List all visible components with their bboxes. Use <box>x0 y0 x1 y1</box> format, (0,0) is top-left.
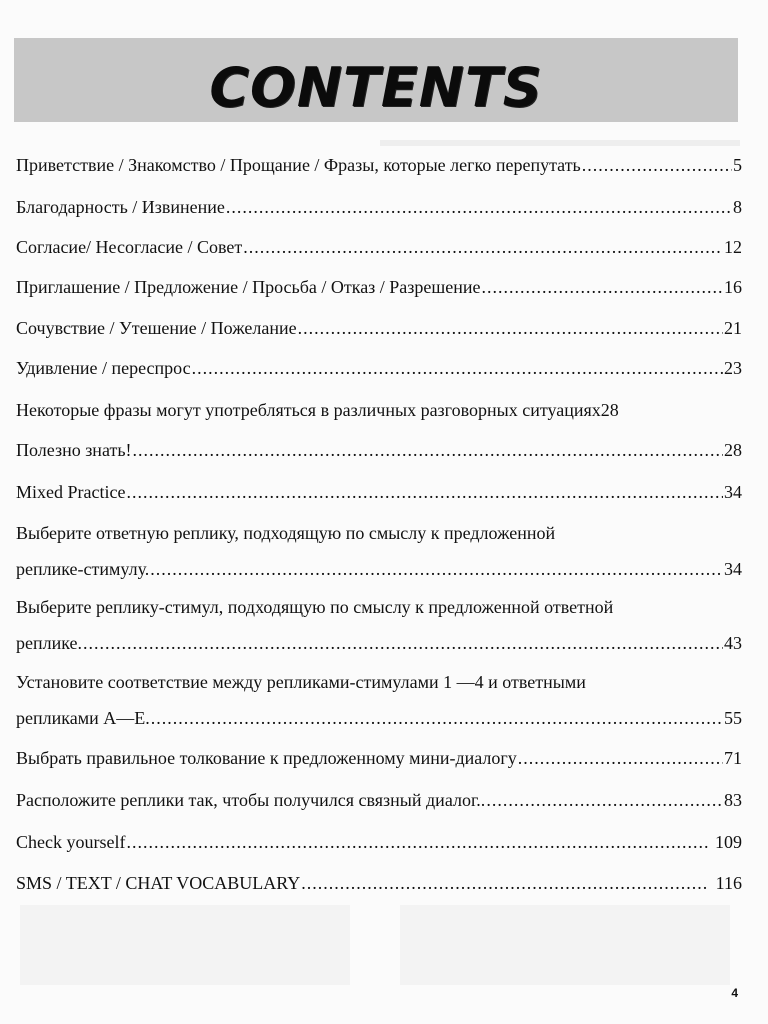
toc-entry-page: 55 <box>724 708 742 728</box>
toc-entry[interactable] <box>16 747 742 769</box>
toc-entry-title: Полезно знать! <box>16 440 132 460</box>
toc-entry-page: 28 <box>600 400 619 420</box>
toc-entry[interactable] <box>16 357 742 379</box>
toc-entry-title-line1: Установите соответствие между репликами-стимулами 1 —4 и ответными <box>16 672 586 692</box>
toc-entry[interactable] <box>16 236 742 258</box>
toc-entry-title: Расположите реплики так, чтобы получился связный диалог.. <box>16 790 486 810</box>
dot-leader <box>243 236 723 258</box>
toc-entry[interactable] <box>16 789 742 811</box>
toc-entry-page: 5 <box>733 155 742 175</box>
toc-entry-title: Mixed Practice <box>16 482 126 502</box>
toc-entry-page: 34 <box>724 559 742 579</box>
toc-entry[interactable] <box>16 522 742 580</box>
toc-entry-page: 116 <box>715 873 742 893</box>
toc-entry-title: Сочувствие / Утешение / Пожелание <box>16 318 297 338</box>
toc-entry-page: 16 <box>724 277 742 297</box>
title-banner <box>14 38 738 122</box>
toc-entry[interactable] <box>16 399 742 421</box>
toc-entry-title: Благодарность / Извинение <box>16 197 225 217</box>
dot-leader <box>301 872 708 894</box>
dot-leader <box>126 831 708 853</box>
toc-entry-page: 71 <box>724 748 742 768</box>
dot-leader <box>126 481 723 503</box>
dot-leader <box>582 154 732 176</box>
toc-entry-page: 83 <box>724 790 742 810</box>
dot-leader <box>226 196 732 218</box>
toc-entry-title-line1: Выберите ответную реплику, подходящую по смыслу к предложенной <box>16 523 556 543</box>
toc-entry-title: Удивление / переспрос <box>16 358 191 378</box>
dot-leader <box>482 276 723 298</box>
toc-entry-page: 28 <box>724 440 742 460</box>
toc-entry[interactable] <box>16 439 742 461</box>
toc-entry-title: репликами А—Е. <box>16 708 150 728</box>
toc-entry[interactable] <box>16 276 742 298</box>
page-number: 4 <box>731 986 738 1000</box>
toc-entry-title: Согласие/ Несогласие / Совет <box>16 237 243 257</box>
toc-entry[interactable] <box>16 831 742 853</box>
toc-entry-page: 12 <box>724 237 742 257</box>
dot-leader <box>298 317 723 339</box>
bleed-through-mark <box>400 905 730 985</box>
dot-leader <box>518 747 723 769</box>
dot-leader <box>133 439 723 461</box>
toc-entry-title: SMS / TEXT / CHAT VOCABULARY <box>16 873 301 893</box>
dot-leader <box>151 707 723 729</box>
toc-entry-title: Приглашение / Предложение / Просьба / Отказ / Разрешение <box>16 277 481 297</box>
toc-entry-title: Check yourself <box>16 832 126 852</box>
toc-entry-page: 43 <box>724 633 742 653</box>
toc-entry-title: Приветствие / Знакомство / Прощание / Фразы, которые легко перепутать <box>16 155 581 175</box>
toc-entry-title: реплике-стимулу. <box>16 559 150 579</box>
toc-entry[interactable] <box>16 872 742 894</box>
dot-leader <box>83 632 723 654</box>
dot-leader <box>150 558 723 580</box>
toc-entry[interactable] <box>16 671 742 729</box>
dot-leader <box>486 789 723 811</box>
toc-entry[interactable] <box>16 481 742 503</box>
dot-leader <box>192 357 723 379</box>
toc-entry[interactable] <box>16 154 742 176</box>
toc-entry-page: 109 <box>715 832 742 852</box>
toc-entry-title: Некоторые фразы могут употребляться в различных разговорных ситуациях <box>16 400 601 420</box>
toc-entry-title: Выбрать правильное толкование к предложенному мини-диалогу <box>16 748 517 768</box>
page-title: CONTENTS <box>209 56 543 119</box>
bleed-through-mark <box>380 140 740 146</box>
toc-entry[interactable] <box>16 596 742 654</box>
bleed-through-mark <box>20 905 350 985</box>
toc-entry[interactable] <box>16 317 742 339</box>
toc-entry-page: 34 <box>724 482 742 502</box>
toc-entry[interactable] <box>16 196 742 218</box>
toc-entry-title: реплике. <box>16 633 83 653</box>
toc-entry-page: 21 <box>724 318 742 338</box>
toc-entry-page: 8 <box>733 197 742 217</box>
toc-entry-page: 23 <box>724 358 742 378</box>
toc-entry-title-line1: Выберите реплику-стимул, подходящую по смыслу к предложенной ответной <box>16 597 614 617</box>
